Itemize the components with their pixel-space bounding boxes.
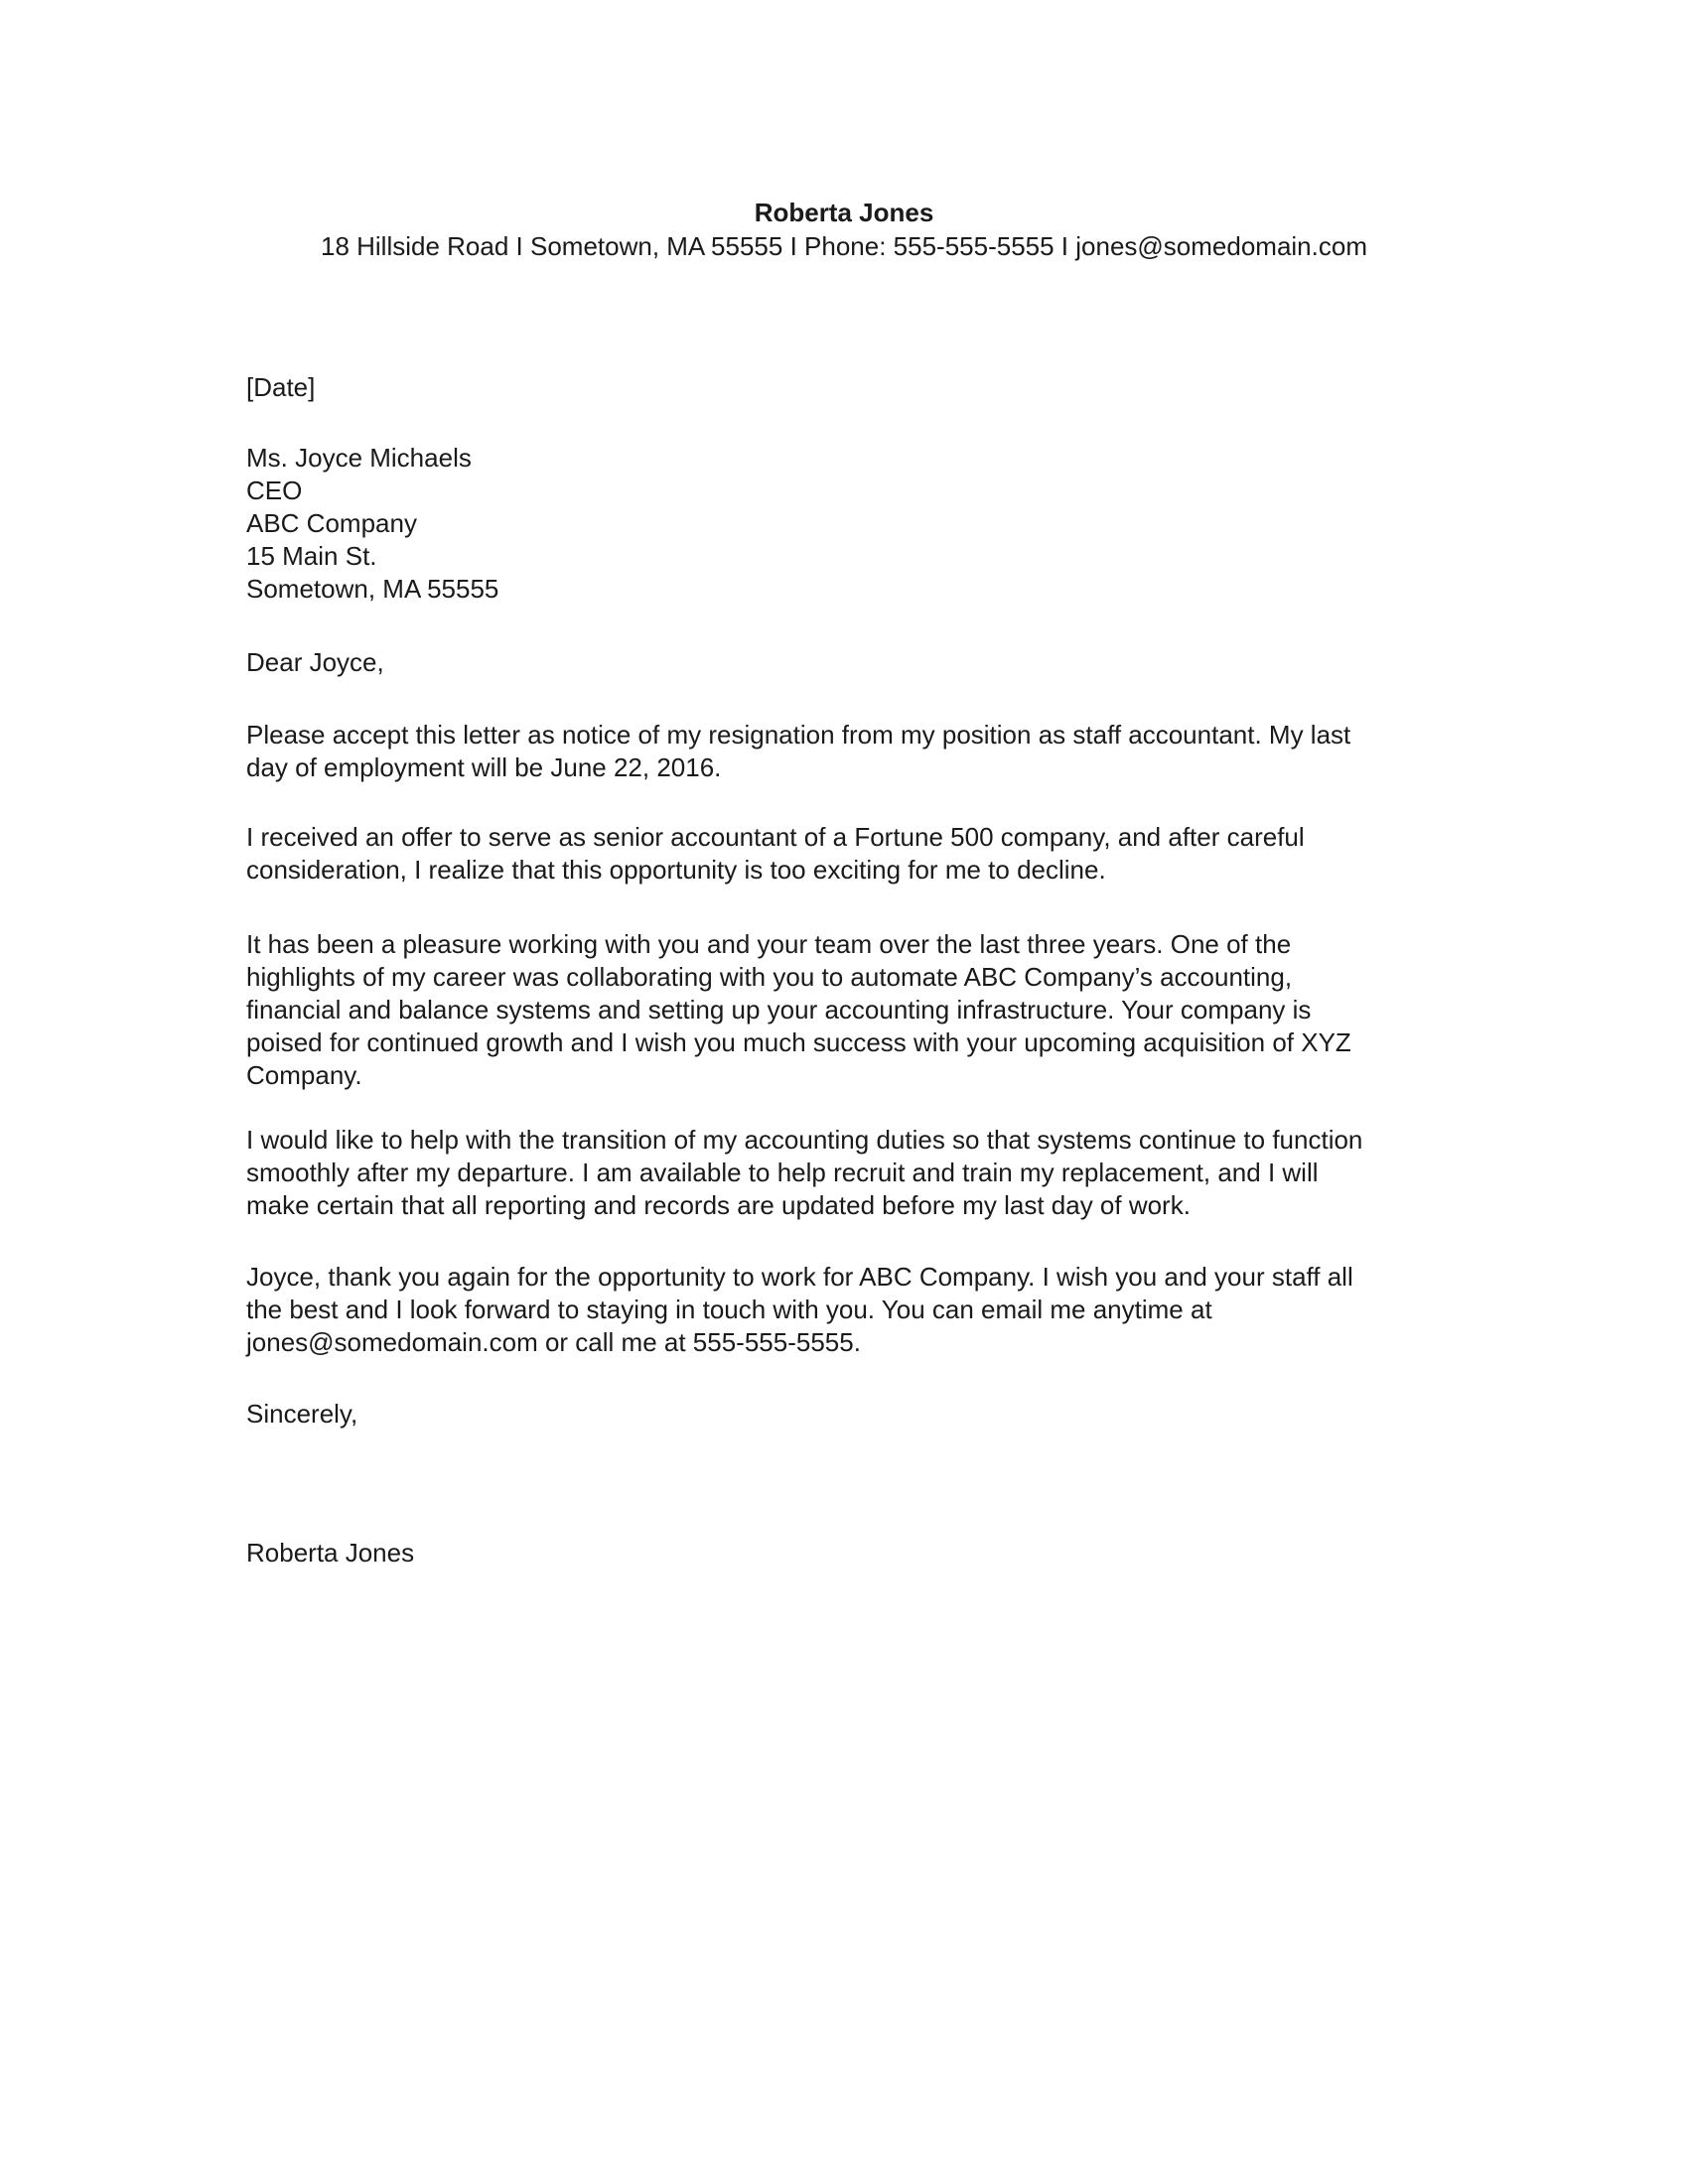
paragraph-4 [246,1124,1438,1222]
paragraph-5 [246,1261,1438,1359]
letter-date: [Date] [246,372,316,402]
recipient-title: CEO [246,476,303,505]
paragraph-line: day of employment will be June 22, 2016. [246,752,722,782]
recipient-address-block [246,442,1438,606]
paragraph-line: Please accept this letter as notice of my resignation from my position as staff accountant. My last [246,720,1351,750]
paragraph-line: Company. [246,1060,362,1090]
paragraph-line: poised for continued growth and I wish you much success with your upcoming acquisition of XYZ [246,1027,1351,1057]
letterhead [0,196,1688,263]
recipient-city: Sometown, MA 55555 [246,574,499,604]
paragraph-line: I would like to help with the transition of my accounting duties so that systems continue to function [246,1125,1363,1155]
closing: Sincerely, [246,1399,358,1429]
paragraph-line: consideration, I realize that this opportunity is too exciting for me to decline. [246,855,1106,885]
paragraph-line: highlights of my career was collaborating with you to automate ABC Company’s accounting, [246,962,1293,992]
paragraph-line: It has been a pleasure working with you and your team over the last three years. One of the [246,929,1292,959]
sender-contact-line: 18 Hillside Road I Sometown, MA 55555 I Phone: 555-555-5555 I jones@somedomain.com [320,231,1367,261]
paragraph-line: jones@somedomain.com or call me at 555-555-5555. [246,1327,861,1357]
paragraph-line: Joyce, thank you again for the opportunity to work for ABC Company. I wish you and your staff all [246,1262,1353,1292]
paragraph-line: make certain that all reporting and records are updated before my last day of work. [246,1190,1191,1220]
paragraph-line: I received an offer to serve as senior accountant of a Fortune 500 company, and after careful [246,822,1305,852]
paragraph-1 [246,719,1438,784]
recipient-name: Ms. Joyce Michaels [246,443,472,473]
paragraph-line: smoothly after my departure. I am available to help recruit and train my replacement, and I will [246,1158,1319,1187]
paragraph-2 [246,821,1438,887]
paragraph-line: financial and balance systems and setting up your accounting infrastructure. Your company is [246,995,1312,1024]
salutation: Dear Joyce, [246,647,384,677]
recipient-street: 15 Main St. [246,541,377,571]
paragraph-line: the best and I look forward to staying in touch with you. You can email me anytime at [246,1295,1212,1324]
sender-name: Roberta Jones [754,198,934,227]
recipient-company: ABC Company [246,508,417,538]
paragraph-3 [246,928,1438,1092]
signature-name: Roberta Jones [246,1538,415,1568]
